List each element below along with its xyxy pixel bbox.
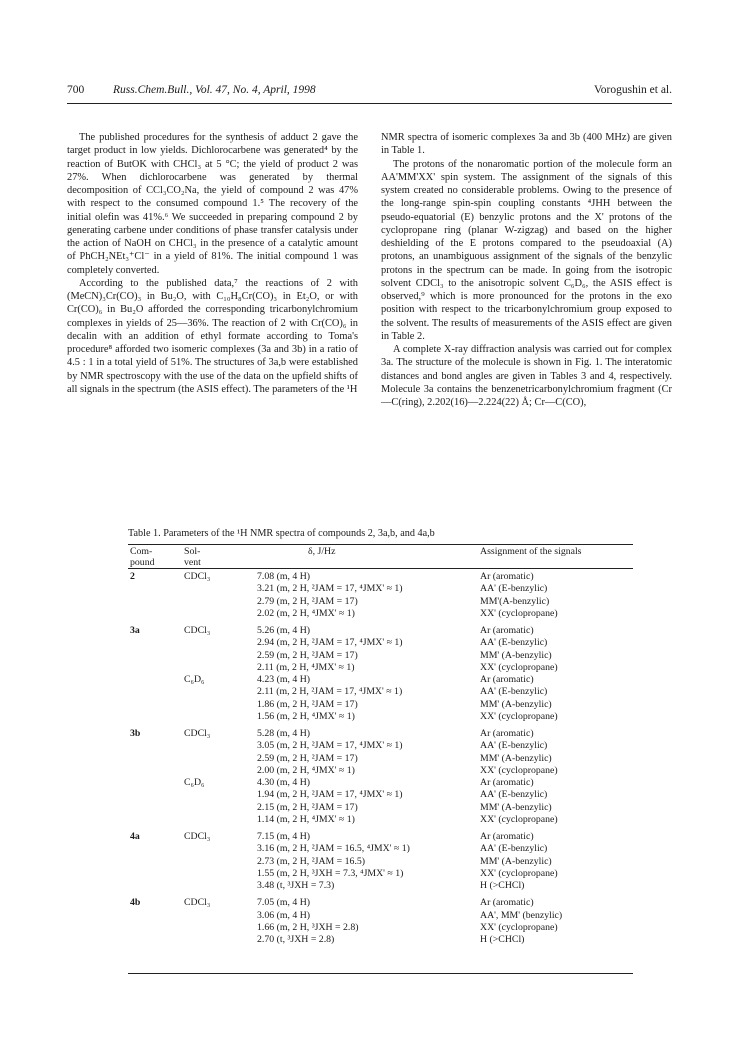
cell-compound: 4a: [130, 831, 140, 842]
cell-delta: 2.11 (m, 2 H, ²JAM = 17, ⁴JMX' ≈ 1): [257, 686, 403, 698]
cell-assignment: AA' (E-benzylic): [480, 789, 548, 801]
cell-assignment: AA' (E-benzylic): [480, 740, 548, 752]
cell-assignment: XX' (cyclopropane): [480, 710, 558, 722]
left-column: [67, 131, 358, 396]
running-head: [67, 84, 672, 100]
cell-compound: 4b: [130, 897, 141, 909]
table-row: [128, 699, 633, 711]
cell-delta: 1.56 (m, 2 H, ⁴JMX' ≈ 1): [257, 710, 355, 722]
table-row: [128, 608, 633, 620]
cell-delta: 3.16 (m, 2 H, ²JAM = 16.5, ⁴JMX' ≈ 1): [257, 843, 410, 855]
cell-delta: 3.05 (m, 2 H, ²JAM = 17, ⁴JMX' ≈ 1): [257, 740, 403, 752]
table-row: [128, 934, 633, 946]
cell-delta: 2.94 (m, 2 H, ²JAM = 17, ⁴JMX' ≈ 1): [257, 637, 403, 649]
cell-assignment: XX' (cyclopropane): [480, 661, 558, 673]
cell-delta: 5.28 (m, 4 H): [257, 728, 311, 739]
cell-assignment: Ar (aromatic): [480, 674, 534, 685]
cell-assignment: MM' (A-benzylic): [480, 855, 552, 867]
cell-delta: 1.55 (m, 2 H, ³JXH = 7.3, ⁴JMX' ≈ 1): [257, 867, 404, 879]
cell-solvent: C₆D₆: [184, 777, 205, 788]
cell-assignment: MM' (A-benzylic): [480, 801, 552, 813]
table-row: [128, 789, 633, 801]
cell-solvent: CDCl₃: [184, 831, 211, 842]
table-row: [128, 662, 633, 674]
table-row: [128, 765, 633, 777]
page-number: 700: [67, 84, 85, 96]
table-row: [128, 880, 633, 892]
cell-delta: 7.05 (m, 4 H): [257, 897, 311, 909]
cell-solvent: CDCl₃: [184, 625, 211, 636]
header-rule: [67, 103, 672, 104]
paragraph: NMR spectra of isomeric complexes 3a and 3b (400 MHz) are given in Table 1.: [381, 132, 672, 157]
table-row: [128, 753, 633, 765]
cell-compound: 2: [130, 571, 135, 582]
cell-assignment: Ar (aromatic): [480, 777, 534, 788]
cell-assignment: XX' (cyclopropane): [480, 867, 558, 879]
table-row: [128, 637, 633, 649]
journal-citation: Russ.Chem.Bull., Vol. 47, No. 4, April, 1998: [113, 84, 316, 96]
table-top-rule: [128, 544, 633, 545]
table-row: [128, 814, 633, 826]
table-row: [128, 777, 633, 789]
cell-assignment: XX' (cyclopropane): [480, 921, 558, 933]
table-row: [128, 856, 633, 868]
paragraph: The published procedures for the synthesis of adduct 2 gave the target product in low yields. Dichlorocarbene was generated⁴ by the reaction of ButOK with CHCl₃ at 5 °C; the yield of product 2 was 27%. When dichlorocarbene was generated by thermal decomposition of CCl₃CO₂Na, the yield of compound 2 was 47% with respect to the consumed compound 1.⁵ The recovery of the initial olefin was 41%.⁶ We succeeded in preparing compound 2 by generating carbene under conditions of phase transfer catalysis under the action of NaOH on CHCl₃ in the presence of a catalytic amount of PhCH₂NEt₃⁺Cl⁻ in a yield of 81%. The initial compound 1 was completely converted.: [67, 132, 358, 276]
cell-assignment: H (>CHCl): [480, 934, 525, 945]
table-row: [128, 625, 633, 637]
paragraph: The protons of the nonaromatic portion of the molecule form an AA'MM'XX' spin system. The assignment of the signals of this system created no considerable problems. Owing to the presence of the long-range spin-spin coupling constants ⁴JHH between the pseudo-equatorial (E) benzylic protons and the X' protons of the cyclopropane ring (planar W-zigzag) and based on the higher deshielding of the E protons compared to the pseudoaxial (A) protons, an unambiguous assignment of the signals of the benzylic protons in the spectrum can be made. In going from the isotropic solvent CDCl₃ to the anisotropic solvent C₆D₆, the ASIS effect is observed,⁹ which is more pronounced for the protons in the exo position with respect to the tricarbonylchromium group exposed to the solvent. The results of measurements of the ASIS effect are given in Table 2.: [381, 158, 672, 342]
cell-assignment: Ar (aromatic): [480, 625, 534, 636]
cell-assignment: H (>CHCl): [480, 880, 525, 891]
table-row: [128, 831, 633, 843]
cell-delta: 7.15 (m, 4 H): [257, 831, 311, 842]
table-row: [128, 843, 633, 855]
cell-assignment: AA' (E-benzylic): [480, 843, 548, 855]
cell-delta: 3.21 (m, 2 H, ²JAM = 17, ⁴JMX' ≈ 1): [257, 583, 403, 595]
cell-assignment: Ar (aromatic): [480, 571, 534, 582]
cell-assignment: MM' (A-benzylic): [480, 649, 552, 661]
running-authors: Vorogushin et al.: [593, 84, 672, 96]
header-solvent: Sol- vent: [184, 546, 201, 568]
cell-delta: 2.00 (m, 2 H, ⁴JMX' ≈ 1): [257, 764, 355, 776]
table-row: [128, 740, 633, 752]
cell-assignment: Ar (aromatic): [480, 728, 534, 739]
cell-delta: 2.70 (t, ³JXH = 2.8): [257, 934, 335, 945]
cell-assignment: AA' (E-benzylic): [480, 686, 548, 698]
header-delta: δ, J/Hz: [308, 546, 336, 557]
paragraph: A complete X-ray diffraction analysis was carried out for complex 3a. The structure of the molecule is shown in Fig. 1. The interatomic distances and bond angles are given in Tables 3 and 4, respectively. Molecule 3a contains the benzenetricarbonylchromium fragment (Cr—C(ring), 2.202(16)—2.224(22) Å; Cr—C(CO),: [381, 344, 672, 408]
cell-assignment: AA' (E-benzylic): [480, 637, 548, 649]
table-row: [128, 674, 633, 686]
cell-assignment: AA' (E-benzylic): [480, 583, 548, 595]
table-bottom-rule: [128, 973, 633, 974]
cell-delta: 2.15 (m, 2 H, ²JAM = 17): [257, 801, 358, 813]
table-row: [128, 571, 633, 583]
cell-delta: 2.79 (m, 2 H, ²JAM = 17): [257, 595, 358, 607]
table-caption: Table 1. Parameters of the ¹H NMR spectra of compounds 2, 3a,b, and 4a,b: [128, 528, 435, 539]
cell-delta: 4.23 (m, 4 H): [257, 674, 311, 685]
cell-delta: 7.08 (m, 4 H): [257, 571, 311, 582]
cell-solvent: CDCl₃: [184, 897, 211, 909]
table-row: [128, 868, 633, 880]
cell-delta: 1.94 (m, 2 H, ²JAM = 17, ⁴JMX' ≈ 1): [257, 789, 403, 801]
cell-delta: 1.14 (m, 2 H, ⁴JMX' ≈ 1): [257, 813, 355, 825]
table-row: [128, 910, 633, 922]
cell-solvent: C₆D₆: [184, 674, 205, 685]
table-row: [128, 728, 633, 740]
cell-assignment: AA', MM' (benzylic): [480, 909, 563, 921]
table-header-rule: [128, 568, 633, 569]
cell-delta: 2.02 (m, 2 H, ⁴JMX' ≈ 1): [257, 607, 355, 619]
cell-delta: 4.30 (m, 4 H): [257, 777, 311, 788]
cell-delta: 3.06 (m, 4 H): [257, 909, 311, 921]
cell-assignment: MM' (A-benzylic): [480, 698, 552, 710]
paragraph: According to the published data,⁷ the reactions of 2 with (MeCN)₃Cr(CO)₃ in Bu₂O, with C₁₀H₈Cr(CO)₃ in Et₂O, or with Cr(CO)₆ in Bu₂O afforded the corresponding tricarbonylchromium complexes in yields of 25—36%. The reaction of 2 with Cr(CO)₆ in decalin with an addition of ethyl formate according to Toma's procedure⁸ afforded two isomeric complexes (3a and 3b) in a ratio of 4.5 : 1 in a total yield of 51%. The structures of 3a,b were established by NMR spectroscopy with the use of the data on the upfield shifts of all signals in the spectrum (the ASIS effect). The parameters of the ¹H: [67, 277, 358, 395]
table-row: [128, 922, 633, 934]
cell-assignment: MM' (A-benzylic): [480, 752, 552, 764]
cell-assignment: XX' (cyclopropane): [480, 607, 558, 619]
cell-delta: 2.59 (m, 2 H, ²JAM = 17): [257, 649, 358, 661]
right-column: [381, 131, 672, 409]
cell-compound: 3b: [130, 728, 141, 739]
table-row: [128, 596, 633, 608]
table-row: [128, 711, 633, 723]
cell-delta: 2.59 (m, 2 H, ²JAM = 17): [257, 752, 358, 764]
cell-solvent: CDCl₃: [184, 728, 211, 739]
cell-delta: 3.48 (t, ³JXH = 7.3): [257, 880, 335, 891]
cell-assignment: MM'(A-benzylic): [480, 595, 550, 607]
table-row: [128, 583, 633, 595]
header-compound: Com- pound: [130, 546, 155, 568]
cell-compound: 3a: [130, 625, 140, 636]
table-row: [128, 650, 633, 662]
header-assignment: Assignment of the signals: [480, 546, 582, 557]
cell-assignment: Ar (aromatic): [480, 831, 534, 842]
table-row: [128, 897, 633, 909]
cell-delta: 1.86 (m, 2 H, ²JAM = 17): [257, 698, 358, 710]
cell-solvent: CDCl₃: [184, 571, 211, 582]
table-row: [128, 802, 633, 814]
cell-delta: 2.11 (m, 2 H, ⁴JMX' ≈ 1): [257, 661, 355, 673]
cell-assignment: Ar (aromatic): [480, 897, 534, 909]
cell-assignment: XX' (cyclopropane): [480, 813, 558, 825]
cell-delta: 1.66 (m, 2 H, ³JXH = 2.8): [257, 921, 359, 933]
table-row: [128, 686, 633, 698]
cell-delta: 5.26 (m, 4 H): [257, 625, 311, 636]
table-body: [128, 571, 633, 946]
cell-assignment: XX' (cyclopropane): [480, 764, 558, 776]
cell-delta: 2.73 (m, 2 H, ²JAM = 16.5): [257, 855, 366, 867]
